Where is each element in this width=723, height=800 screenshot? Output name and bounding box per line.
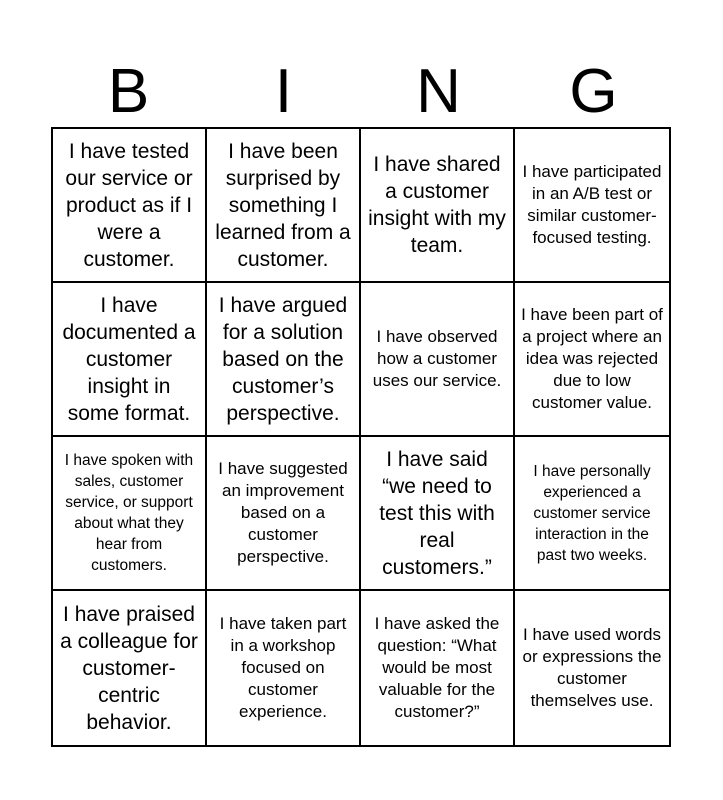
bingo-cell-text: I have said “we need to test this with real customers.” [379,447,495,579]
bingo-cell[interactable] [361,283,515,437]
bingo-cell[interactable] [361,437,515,591]
bingo-cell-text: I have shared a customer insight with my team. [368,153,506,257]
bingo-cell-text: I have suggested an improvement based on a customer perspective. [218,459,348,566]
header-letter-g: G [569,57,618,126]
bingo-cell[interactable] [515,129,669,283]
bingo-cell[interactable] [515,437,669,591]
header-letter-n: N [416,57,461,126]
bingo-cell-text: I have tested our service or product as if I were a customer. [65,139,193,271]
bingo-cell[interactable] [53,129,207,283]
bingo-cell[interactable] [207,437,361,591]
bingo-cell[interactable] [53,283,207,437]
bingo-cell-text: I have documented a customer insight in some format. [62,293,196,425]
bingo-cell-text: I have used words or expressions the customer themselves use. [522,625,662,710]
bingo-cell[interactable] [515,283,669,437]
bingo-cell[interactable] [53,437,207,591]
bingo-cell-text: I have spoken with sales, customer service, or support about what they hear from customers. [64,452,194,574]
bingo-cell[interactable] [207,591,361,745]
bingo-cell-text: I have participated in an A/B test or similar customer-focused testing. [522,162,662,247]
bingo-cell-text: I have asked the question: “What would be most valuable for the customer?” [374,614,500,721]
bingo-cell[interactable] [53,591,207,745]
bingo-cell[interactable] [361,129,515,283]
bingo-card-grid [51,127,671,747]
header-letter-b: B [107,57,150,126]
bingo-cell-text: I have personally experienced a customer service interaction in the past two weeks. [533,462,651,564]
bingo-cell[interactable] [515,591,669,745]
bingo-cell[interactable] [361,591,515,745]
bingo-cell-text: I have taken part in a workshop focused on customer experience. [219,614,347,721]
bingo-cell-text: I have praised a colleague for customer-centric behavior. [60,602,198,734]
bingo-cell-text: I have been part of a project where an idea was rejected due to low customer value. [521,305,663,412]
bingo-cell[interactable] [207,283,361,437]
header-letter-i: I [274,57,293,126]
bingo-cell-text: I have been surprised by something I learned from a customer. [215,139,351,271]
bingo-header [51,56,671,128]
bingo-cell-text: I have argued for a solution based on the customer’s perspective. [218,293,348,425]
bingo-cell[interactable] [207,129,361,283]
bingo-cell-text: I have observed how a customer uses our service. [372,327,502,390]
